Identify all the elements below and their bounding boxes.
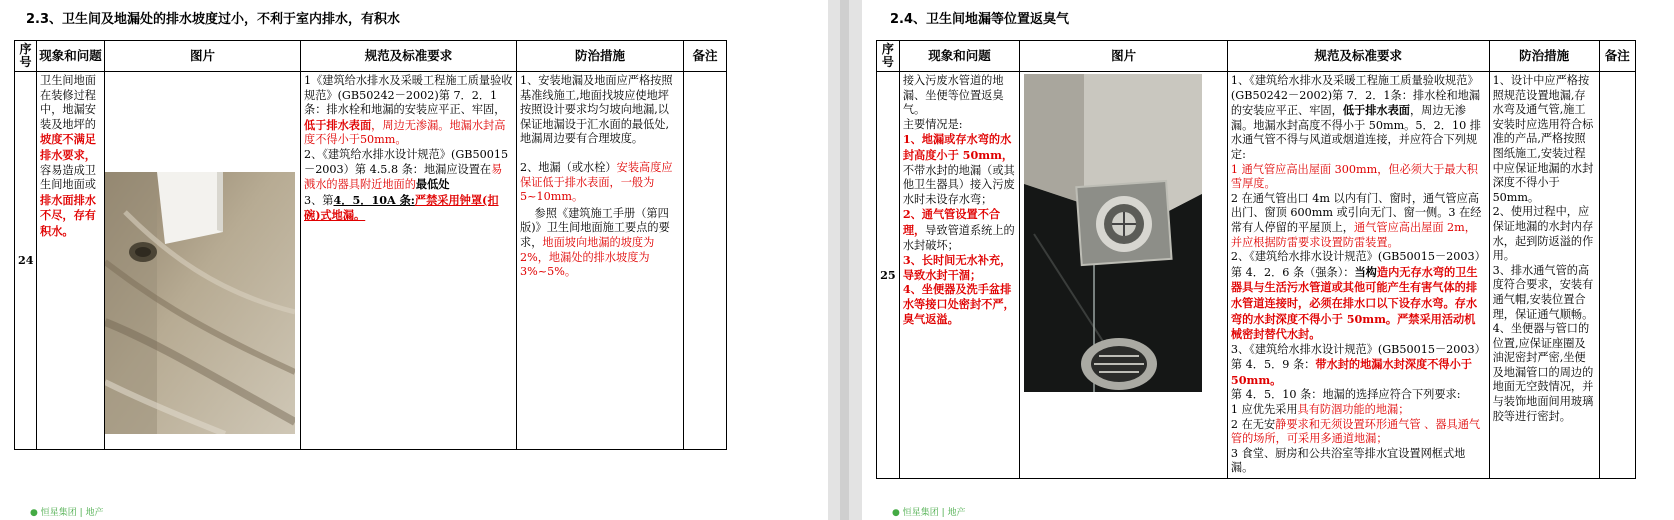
std1-red: ，周边无渗漏。地漏水封高度不得小于50mm。	[304, 118, 506, 147]
measure-2-red: 安装高度应保证低于排水表面，一般为5~10mm。	[520, 160, 673, 204]
measure-2	[520, 161, 680, 205]
floor-drain-photo	[1024, 74, 1202, 392]
col-header-measures: 防治措施	[1489, 41, 1599, 72]
item-1-red: 1、地漏或存水弯的水封高度小于 50mm，	[902, 132, 1014, 162]
col-header-remarks: 备注	[684, 41, 727, 72]
measures-cell	[1489, 72, 1599, 479]
phenomenon-intro: 主要情况是:	[902, 117, 963, 131]
s1-text-3: 2 在通气管出口 4m 以内有门、窗时，通气管应高出门、窗顶 600mm 或引向无门、窗一侧。3 在经常有人停留的平屋顶上，	[1230, 191, 1482, 234]
phenomenon-cell	[899, 72, 1019, 479]
section-title-2-3: 2.3、卫生间及地漏处的排水坡度过小，不利于室内排水，有积水	[26, 12, 401, 27]
standard-cell	[1227, 72, 1489, 479]
std1-highlight: 低于排水表面	[304, 117, 372, 132]
item-2-red: 2、通气管设置不合理，	[902, 207, 1001, 237]
item-1-text: 不带水封的地漏（或其他卫生器具）接入污废水时未设存水弯；	[902, 163, 1015, 206]
s1-text: 1、《建筑给水排水及采暖工程施工质量验收规范》(GB50242－2002)第 7．2．1条：排水栓和地漏的安装应平正、牢固，	[1230, 74, 1481, 118]
right-page	[862, 0, 1674, 520]
measure-3-red: 地面坡向地漏的坡度为 2%，地漏处的排水坡度为 3%~5%。	[520, 235, 655, 279]
s1-bold: 低于排水表面	[1342, 103, 1410, 118]
remarks-cell	[1599, 72, 1635, 479]
col-header-measures: 防治措施	[517, 41, 684, 72]
s4-item-1-red: 具有防涸功能的地漏；	[1297, 403, 1410, 417]
s2-red: 造内无存水弯的卫生器具与生活污水管道或其他可能产生有害气体的排水管道连接时，必须在排水口以下设存水弯。存水弯的水封深度不得小于 50mm。严禁采用活动机械密封替代水封。	[1230, 264, 1478, 342]
std1-text: 1《建筑给水排水及采暖工程施工质量验收规范》(GB50242－2002)第 7．2．1条：排水栓和地漏的安装应平正、牢固，	[304, 74, 513, 117]
col-header-no: 序号	[15, 41, 37, 72]
col-header-phenomenon: 现象和问题	[899, 41, 1019, 72]
remarks-cell	[684, 72, 727, 450]
s4-item-1: 1 应优先采用	[1230, 403, 1298, 417]
phenomenon-text: 接入污废水管道的地漏、坐便等位置返臭气。	[902, 74, 1004, 117]
table-header-row	[877, 41, 1636, 72]
footer-logo: ● 恒星集团 | 地产	[892, 508, 966, 518]
std3-red: 严禁采用钟罩(扣碗)式地漏。	[304, 192, 499, 223]
s1-red-2: 通气管应高出屋面 2m，并应根据防雷要求设置防雷装置。	[1230, 220, 1476, 249]
standard-cell	[301, 72, 517, 450]
std2-red: 易溅水的器具附近地面的	[304, 162, 503, 192]
table-row	[877, 72, 1636, 479]
col-header-standard: 规范及标准要求	[301, 41, 517, 72]
phenomenon-highlight-2: 排水面排水不尽，存有积水。	[40, 192, 96, 238]
measure-2-text: 2、地漏（或水栓）	[520, 160, 617, 174]
section-title-2-4: 2.4、卫生间地漏等位置返臭气	[890, 12, 1070, 27]
phenomenon-highlight: 坡度不满足排水要求，	[40, 132, 96, 162]
table-header-row	[15, 41, 727, 72]
row-number: 25	[877, 72, 900, 479]
phenomenon-text: 卫生间地面在装修过程中，地漏安装及地坪的	[40, 74, 96, 131]
defect-table-25	[876, 40, 1636, 479]
measure-3-text: 参照《建筑施工手册（第四版)》卫生间地面施工要点的要求，	[520, 206, 670, 249]
measure-1: 1、设计中应严格按照规范设置地漏,存水弯及通气管,施工安装时应选用符合标准的产品,严格按照图纸施工,安装过程中应保证地漏的水封深度不得小于50mm。	[1492, 74, 1594, 204]
s4-item-3: 3 食堂、厨房和公共浴室等排水宜设置网框式地漏。	[1230, 446, 1466, 475]
col-header-standard: 规范及标准要求	[1227, 41, 1489, 72]
s3-text: 3、《建筑给水排水设计规范》(GB50015－2003）第 4．5．9 条：	[1230, 342, 1481, 372]
std3-clause: 4．5．10A 条:	[333, 192, 415, 207]
phenomenon-text-2: 容易造成卫生间地面或	[40, 163, 96, 192]
s3-red: 带水封的地漏水封深度不得小于 50mm。	[1230, 357, 1472, 387]
s1-text-2: ，周边无渗漏。地漏水封高度不得小于 50mm。5．2．10 排水通气管不得与风道或烟道连接，并应符合下列规定:	[1230, 104, 1481, 161]
bathroom-floor-photo	[105, 172, 295, 434]
left-page	[0, 0, 828, 520]
measures-cell	[517, 72, 684, 450]
vertical-scrollbar[interactable]	[840, 0, 849, 520]
measure-4: 4、坐便器与管口的位置,应保证座圈及油泥密封严密,坐便及地漏管口的周边的地面无空鼓情况，并与装饰地面间用玻璃胶等进行密封。	[1492, 322, 1594, 423]
phenomenon-item-4: 4、坐便器及洗手盆排水等接口处密封不严，臭气返溢。	[902, 282, 1015, 326]
row-number: 24	[15, 72, 37, 450]
col-header-photo: 图片	[1020, 41, 1228, 72]
defect-table-24	[14, 40, 727, 450]
std2-bold: 最低处	[415, 177, 450, 192]
phenomenon-item-3: 3、长时间无水补充，导致水封干涸；	[902, 253, 1012, 282]
col-header-phenomenon: 现象和问题	[37, 41, 105, 72]
std3-text: 3、第	[304, 193, 334, 207]
measure-3: 3、排水通气管的高度符合要求，安装有通气帽,安装位置合理，保证通气顺畅。	[1492, 263, 1594, 321]
s4-text: 第 4．5．10 条：地漏的选择应符合下列要求:	[1230, 388, 1461, 402]
s4-item-2-red: 静要求和无须设置环形通气管 、器具通气管的场所，可采用多通道地漏；	[1230, 417, 1481, 446]
footer-logo: ● 恒星集团 | 地产	[30, 508, 104, 518]
measure-1: 1、安装地漏及地面应严格按照基准线施工,地面找坡应使地坪按照设计要求均匀坡向地漏,以保证地漏设于汇水面的最低处,地漏周边要有合理坡度。	[520, 74, 673, 146]
col-header-remarks: 备注	[1599, 41, 1635, 72]
item-2-text: 导致管道系统上的水封破坏；	[902, 223, 1015, 252]
page-gutter	[828, 0, 862, 520]
photo-cell	[105, 72, 301, 450]
phenomenon-item-2	[903, 207, 1016, 253]
phenomenon-cell	[37, 72, 105, 450]
s2-text: 2、《建筑给水排水设计规范》(GB50015－2003）第 4．2．6 条（强条）：	[1230, 250, 1481, 279]
col-header-no: 序号	[877, 41, 900, 72]
table-row	[15, 72, 727, 450]
measure-3	[520, 207, 680, 280]
s2-bold: 当构	[1354, 264, 1377, 279]
s1-red-1: 1 通气管应高出屋面 300mm，但必须大于最大积雪厚度。	[1230, 162, 1478, 191]
std2-text: 2、《建筑给水排水设计规范》(GB50015－2003）第 4.5.8 条：地漏应设置在	[304, 147, 509, 176]
phenomenon-item-1	[903, 132, 1016, 207]
photo-cell	[1020, 72, 1228, 479]
s4-item-2: 2 在无安	[1230, 417, 1276, 431]
measure-2: 2、使用过程中，应保证地漏的水封内存水，起到防返溢的作用。	[1492, 205, 1594, 263]
col-header-photo: 图片	[105, 41, 301, 72]
